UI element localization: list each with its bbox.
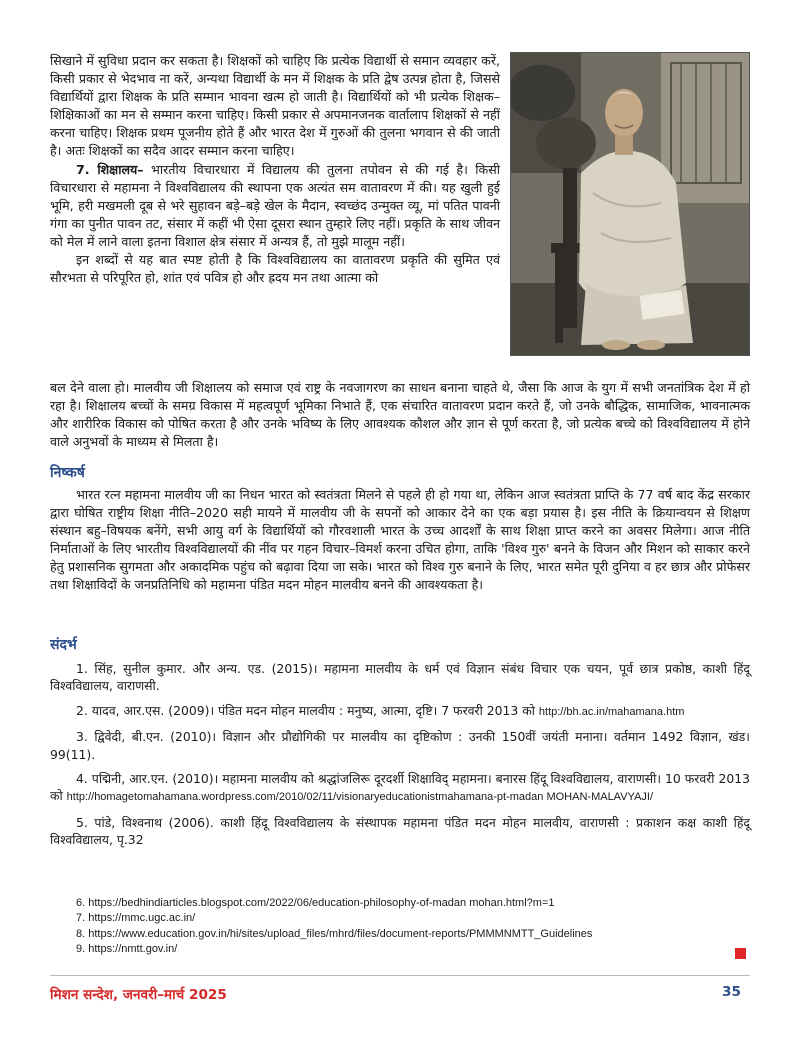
reference-item: 1. सिंह, सुनील कुमार. और अन्य. एड. (2015)। महामना मालवीय के धर्म एवं विज्ञान संबंध विचार एक चयन, पूर्व छात्र प्रकोष्ठ, काशी हिंदू विश्वविद्यालय, वाराणसी. [50, 661, 750, 694]
left-column-text [50, 52, 500, 287]
conclusion-heading: निष्कर्ष [50, 465, 85, 481]
reference-item [50, 702, 750, 721]
reference-link[interactable]: 7. https://mmc.ugc.ac.in/ [76, 912, 196, 925]
portrait-photo [510, 52, 750, 356]
reference-link[interactable]: http://bh.ac.in/mahamana.htm [538, 705, 685, 718]
reference-item: 5. पांडे, विश्वनाथ (2006). काशी हिंदू विश्वविद्यालय के संस्थापक महामना पंडित मदन मोहन मालवीय, वाराणसी : प्रकाशन कक्ष काशी हिंदू विश्वविद्यालय, पृ.32 [50, 814, 750, 848]
reference-link[interactable]: 8. https://www.education.gov.in/hi/sites/upload_files/mhrd/files/document-reports/PMMMNMTT_Guidelines [76, 927, 593, 940]
paragraph-environment-start: इन शब्दों से यह बात स्पष्ट होती है कि विश्वविद्यालय का वातावरण प्रकृति की सुमित एवं सौरभता से परिपूरित हो, शांत एवं पवित्र हो और ह्रदय मन तथा आत्मा को [50, 252, 500, 286]
section-label-school: 7. शिक्षालय– [76, 161, 144, 177]
reference-item: 3. द्विवेदी, बी.एन. (2010)। विज्ञान और प्रौद्योगिकी पर मालवीय का दृष्टिकोण : उनकी 150वीं जयंती मनाना। वर्तमान 1492 विज्ञान, खंड। 99(11). [50, 729, 750, 762]
paragraph-school-text: भारतीय विचारधारा में विद्यालय की तुलना तपोवन से की गई है। किसी विचारधारा से महामना ने विश्वविद्यालय की स्थापना एक अत्यंत सम वातावरण में की। यह खुली हुई भूमि, हरी मखमली दूब से भरे सुहावन बड़े–बड़े खेल के मैदान, स्वच्छंद उन्मुक्त व्यू, मां पतित पावनी गंगा का पुनीत पावन तट, संसार में कहीं भी ऐसा दूसरा स्थान तुम्हारे लिए नहीं। प्रकृति के साथ जीवन को मेल में लाने वाला इतना विशाल क्षेत्र संसार में अन्यत्र हैं, तो मुझे मालूम नहीं। [50, 161, 500, 249]
reference-link[interactable]: 6. https://bedhindiarticles.blogspot.com/2022/06/education-philosophy-of-madan mohan.html?m=1 [76, 897, 555, 909]
footer-divider [50, 975, 750, 976]
reference-link[interactable]: http://homagetomahamana.wordpress.com/2010/02/11/visionaryeducationistmahamana-pt-madan MOHAN-MALAVYAJI/ [66, 791, 654, 804]
reference-link[interactable]: 9. https://nmtt.gov.in/ [76, 943, 178, 956]
page-number: 35 [722, 984, 741, 1000]
references-heading: संदर्भ [50, 637, 77, 653]
portrait-illustration [511, 53, 749, 355]
reference-text: 4. पद्मिनी, आर.एन. (2010)। महामना मालवीय को श्रद्धांजलिरू दूरदर्शी शिक्षाविद् महामना। बनारस हिंदू विश्वविद्यालय, वाराणसी। 10 फरवरी 2013 को [50, 771, 750, 804]
reference-links [76, 896, 756, 958]
environment-continued [50, 379, 750, 451]
paragraph-teachers: सिखाने में सुविधा प्रदान कर सकता है। शिक्षकों को चाहिए कि प्रत्येक विद्यार्थी से समान व्यवहार करें, किसी प्रकार से भेदभाव ना करें, अन्यथा विद्यार्थी के मन में शिक्षक के प्रति द्वेष उत्पन्न होता है, जिससे विद्यार्थियों द्वारा शिक्षक के प्रति सम्मान भावना खत्म हो जाती है। विद्यार्थियों को भी प्रत्येक शिक्षक–शिक्षिकाओं का मन से सम्मान करना चाहिए। किसी प्रकार से अपमानजनक वार्तालाप शिक्षकों से नहीं करना चाहिए। शिक्षक प्रथम पूजनीय होते हैं और भारत देश में गुरुओं की तुलना भगवान से की जाती है। अतः शिक्षकों का सदैव आदर सम्मान करना चाहिए। [50, 53, 500, 159]
reference-text: 2. यादव, आर.एस. (2009)। पंडित मदन मोहन मालवीय : मनुष्य, आत्मा, दृष्टि। 7 फरवरी 2013 को [76, 702, 539, 718]
paragraph-environment-rest: बल देने वाला हो। मालवीय जी शिक्षालय को समाज एवं राष्ट्र के नवजागरण का साधन बनाना चाहते थे, जैसा कि आज के युग में सभी जनतांत्रिक देश में हो रहा है। शिक्षालय बच्चों के समग्र विकास में महत्वपूर्ण भूमिका निभाते हैं, एक संचारित वातावरण प्रदान करते हैं, जो उनके बौद्धिक, सामाजिक, भावनात्मक और शारीरिक विकास को पोषित करता है और उनके भविष्य के लिए आवश्यक कौशल और ज्ञान से पूर्ण करता है, जो प्रत्येक बच्चे को विश्वविद्यालय में होने वाले अनुभवों के माध्यम से मिलता है। [50, 380, 750, 450]
footer-publication: मिशन सन्देश, जनवरी–मार्च 2025 [50, 987, 227, 1003]
conclusion-paragraph: भारत रत्न महामना मालवीय जी का निधन भारत को स्वतंत्रता मिलने से पहले ही हो गया था, लेकिन आज स्वतंत्रता प्राप्ति के 77 वर्ष बाद केंद्र सरकार द्वारा घोषित राष्ट्रीय शिक्षा नीति–2020 सही मायने में मालवीय जी के सपनों को आकार देने का एक बड़ा प्रयास है। इस नीति के क्रियान्वयन से शिक्षण संस्थान बहु–विषयक बनेंगे, सभी आयु वर्ग के विद्यार्थियों को गौरवशाली भारत के उच्च आदर्शों के साथ शिक्षा प्राप्त करने का अवसर मिलेगा। आज नीति निर्माताओं के लिए भारतीय विश्वविद्यालयों की नींव पर गहन विचार–विमर्श करना उचित होगा, ताकि 'विश्व गुरु' बनने के विजन और मिशन को साकार करने हेतु प्रशासनिक सुगमता और अकादमिक पहुंच को बढ़ावा दिया जा सके। भारत को विश्व गुरु बनाने के लिए, भारत समेत पूरी दुनिया व हर छात्र और प्रोफेसर तथा शिक्षाविदों के जनप्रतिनिधि को महामना पंडित मदन मोहन मालवीय बनने की आवश्यकता है। [50, 487, 750, 593]
end-of-article-mark [735, 948, 746, 959]
reference-item [50, 770, 750, 807]
references-list [50, 660, 750, 856]
paragraph-school [50, 161, 500, 251]
conclusion-section [50, 486, 750, 595]
